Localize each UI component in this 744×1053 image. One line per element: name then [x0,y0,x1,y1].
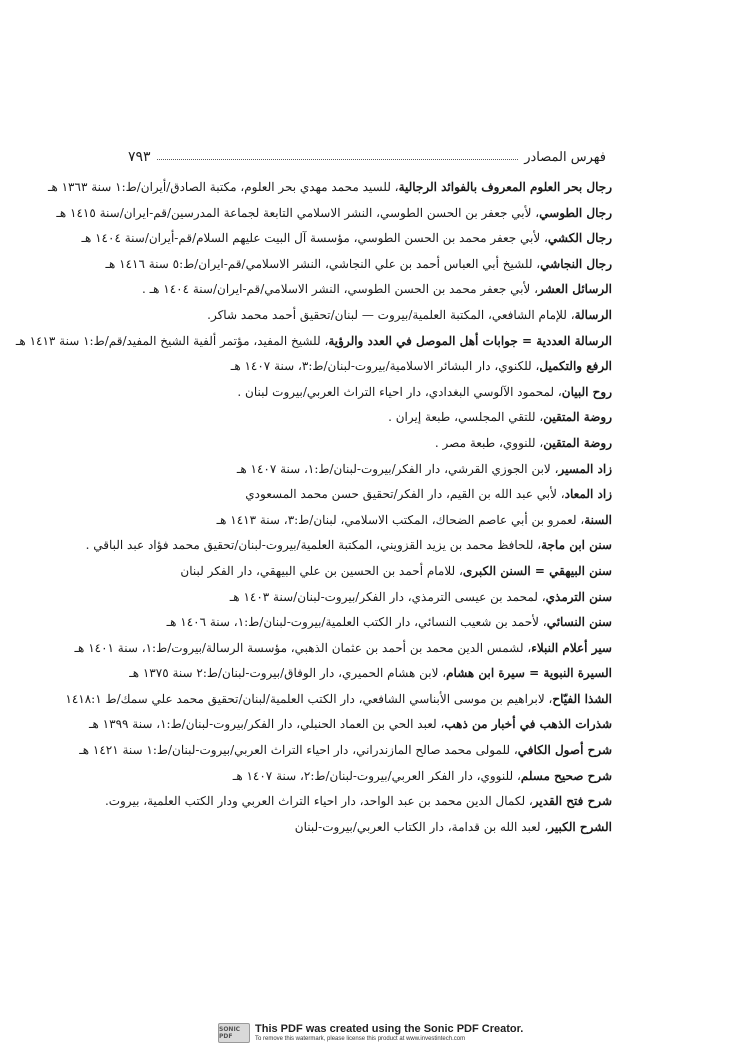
entry-title: رجال النجاشي [540,256,612,271]
bibliography-entry [124,354,612,380]
entry-title: السيرة النبوية = سيرة ابن هشام [446,666,612,681]
entry-details: ، لأبي جعفر محمد بن الحسن الطوسي، مؤسسة آل البيت عليهم السلام/قم-أيران/سنة ١٤٠٤ هـ [81,231,548,246]
entry-title: الشرح الكبير [548,819,612,834]
bibliography-entry [65,687,612,713]
entry-title: الشذا الفيّاح [552,691,612,706]
bibliography-entry [56,201,612,227]
bibliography-entry [74,636,612,662]
header-leader-dots [157,159,519,160]
entry-title: سنن النسائي [546,615,612,630]
entry-title: زاد المسير [558,461,612,476]
entry-details: ، للتقي المجلسي، طبعة إيران . [388,410,544,425]
entry-details: ، لكمال الدين محمد بن عبد الواحد، دار احياء التراث العربي ودار الكتب العلمية، بيروت. [104,794,533,809]
entry-details: ، للحافظ محمد بن يزيد القزويني، المكتبة العلمية/بيروت-لبنان/تحقيق محمد فؤاد عبد الباقي . [85,538,542,553]
watermark [218,1021,538,1045]
entry-details: ، لابن الجوزي القرشي، دار الفكر/بيروت-لبنان/ط:١، سنة ١٤٠٧ هـ [236,461,559,476]
watermark-line-2: To remove this watermark, please license this product at www.investintech.com [255,1036,466,1042]
entry-details: ، للشيخ المفيد، مؤتمر ألفية الشيخ المفيد/قم/ط:١ سنة ١٤١٣ هـ [15,333,329,348]
bibliography-entry [105,252,612,278]
entry-title: الرسالة [574,307,612,322]
entry-title: شرح صحيح مسلم [520,768,612,783]
entry-title: الرسالة العددية = جوابات أهل الموصل في العدد والرؤية [328,333,612,348]
entry-title: رجال الكشي [547,231,612,246]
bibliography-entry [85,533,612,559]
entry-details: ، لأحمد بن شعيب النسائي، دار الكتب العلمية/بيروت-لبنان/ط:١، سنة ١٤٠٦ هـ [166,615,547,630]
bibliography-entry [124,405,612,431]
bibliography-entry [124,380,612,406]
entry-details: ، للشيخ أبي العباس أحمد بن علي النجاشي، النشر الاسلامي/قم-ايران/ط:٥ سنة ١٤١٦ هـ [105,256,541,271]
entry-details: ، للكنوي، دار البشائر الاسلامية/بيروت-لبنان/ط:٣، سنة ١٤٠٧ هـ [230,359,540,374]
entry-title: رجال الطوسي [539,205,612,220]
bibliography-entry [81,226,612,252]
page-number: ٧٩٣ [128,149,151,165]
entry-details: ، لعمرو بن أبي عاصم الضحاك، المكتب الاسلامي، لبنان/ط:٣، سنة ١٤١٣ هـ [216,512,585,527]
bibliography-entry [104,789,612,815]
bibliography-entry [124,585,612,611]
entry-details: ، لابن هشام الحميري، دار الوفاق/بيروت-لبنان/ط:٢ سنة ١٣٧٥ هـ [129,666,447,681]
entry-details: ، لابراهيم بن موسى الأبناسي الشافعي، دار الكتب العلمية/لبنان/تحقيق محمد علي سمك/ط ١٤١٨:١ [65,691,553,706]
entry-title: سنن ابن ماجة [541,538,612,553]
bibliography-entry [89,712,612,738]
bibliography-entry [47,175,612,201]
entry-details: ، للسيد محمد مهدي بحر العلوم، مكتبة الصادق/أيران/ط:١ سنة ١٣٦٣ هـ [47,180,399,194]
entry-details: ، للإمام الشافعي، المكتبة العلمية/بيروت — لبنان/تحقيق أحمد محمد شاكر. [207,307,575,322]
entry-title: سنن الترمذي [545,589,612,604]
bibliography-entry [124,431,612,457]
entry-details: ، لعبد الله بن قدامة، دار الكتاب العربي/بيروت-لبنان [294,819,549,834]
entry-details: ، للامام أحمد بن الحسين بن علي البيهقي، دار الفكر لبنان [180,563,463,578]
entry-details: ، لعبد الحي بن العماد الحنبلي، دار الفكر/بيروت-لبنان/ط:١، سنة ١٣٩٩ هـ [89,717,445,732]
entry-details: ، للنووي، دار الفكر العربي/بيروت-لبنان/ط:٢، سنة ١٤٠٧ هـ [232,768,521,783]
bibliography-entry [124,457,612,483]
entry-title: روضة المتقين [543,435,612,450]
watermark-line-1: This PDF was created using the Sonic PDF Creator. [255,1023,524,1035]
entry-title: الرفع والتكميل [539,359,612,374]
entry-title: رجال بحر العلوم المعروف بالفوائد الرجالية [398,180,612,194]
entry-details: ، لمحمود الآلوسي البغدادي، دار احياء التراث العربي/بيروت لبنان . [237,384,562,399]
bibliography-entry [124,815,612,841]
bibliography-entry [124,277,612,303]
bibliography-entry [124,661,612,687]
entry-details: ، للمولى محمد صالح المازندراني، دار احياء التراث العربي/بيروت-لبنان/ط:١ سنة ١٤٢١ هـ [79,743,518,758]
header-title: فهرس المصادر [524,149,606,165]
entry-title: شرح فتح القدير [532,794,612,809]
bibliography-entry [124,508,612,534]
sonic-pdf-logo: SONIC PDF [218,1023,250,1043]
entry-title: زاد المعاد [564,487,612,502]
entry-title: روح البيان [561,384,612,399]
entry-title: الرسائل العشر [537,282,612,297]
entry-details: ، لأبي جعفر محمد بن الحسن الطوسي، النشر الاسلامي/قم-ايران/سنة ١٤٠٤ هـ . [141,282,538,297]
entry-title: سير أعلام النبلاء [531,640,612,655]
page-header [128,148,606,166]
entry-title: سنن البيهقي = السنن الكبرى [462,563,612,578]
entry-title: روضة المتقين [543,410,612,425]
watermark-text [255,1023,523,1043]
bibliography-entry [124,764,612,790]
bibliography-list [15,175,612,840]
bibliography-entry [124,303,612,329]
bibliography-entry [124,482,612,508]
entry-details: ، للنووي، طبعة مصر . [434,435,544,450]
entry-title: شرح أصول الكافي [517,743,612,758]
bibliography-entry [15,329,612,355]
bibliography-entry [124,610,612,636]
entry-details: ، لشمس الدين محمد بن أحمد بن عثمان الذهبي، مؤسسة الرسالة/بيروت/ط:١، سنة ١٤٠١ هـ [74,640,532,655]
entry-details: ، لأبي عبد الله بن القيم، دار الفكر/تحقيق حسن محمد المسعودي [245,487,565,502]
entry-details: ، لأبي جعفر بن الحسن الطوسي، النشر الاسلامي التابعة لجماعة المدرسين/قم-ايران/سنة ١٤١٥ هـ [56,205,540,220]
entry-title: السنة [584,512,612,527]
entry-title: شذرات الذهب في أخبار من ذهب [444,717,612,732]
entry-details: ، لمحمد بن عيسى الترمذي، دار الفكر/بيروت-لبنان/سنة ١٤٠٣ هـ [229,589,546,604]
bibliography-entry [79,738,612,764]
bibliography-entry [124,559,612,585]
